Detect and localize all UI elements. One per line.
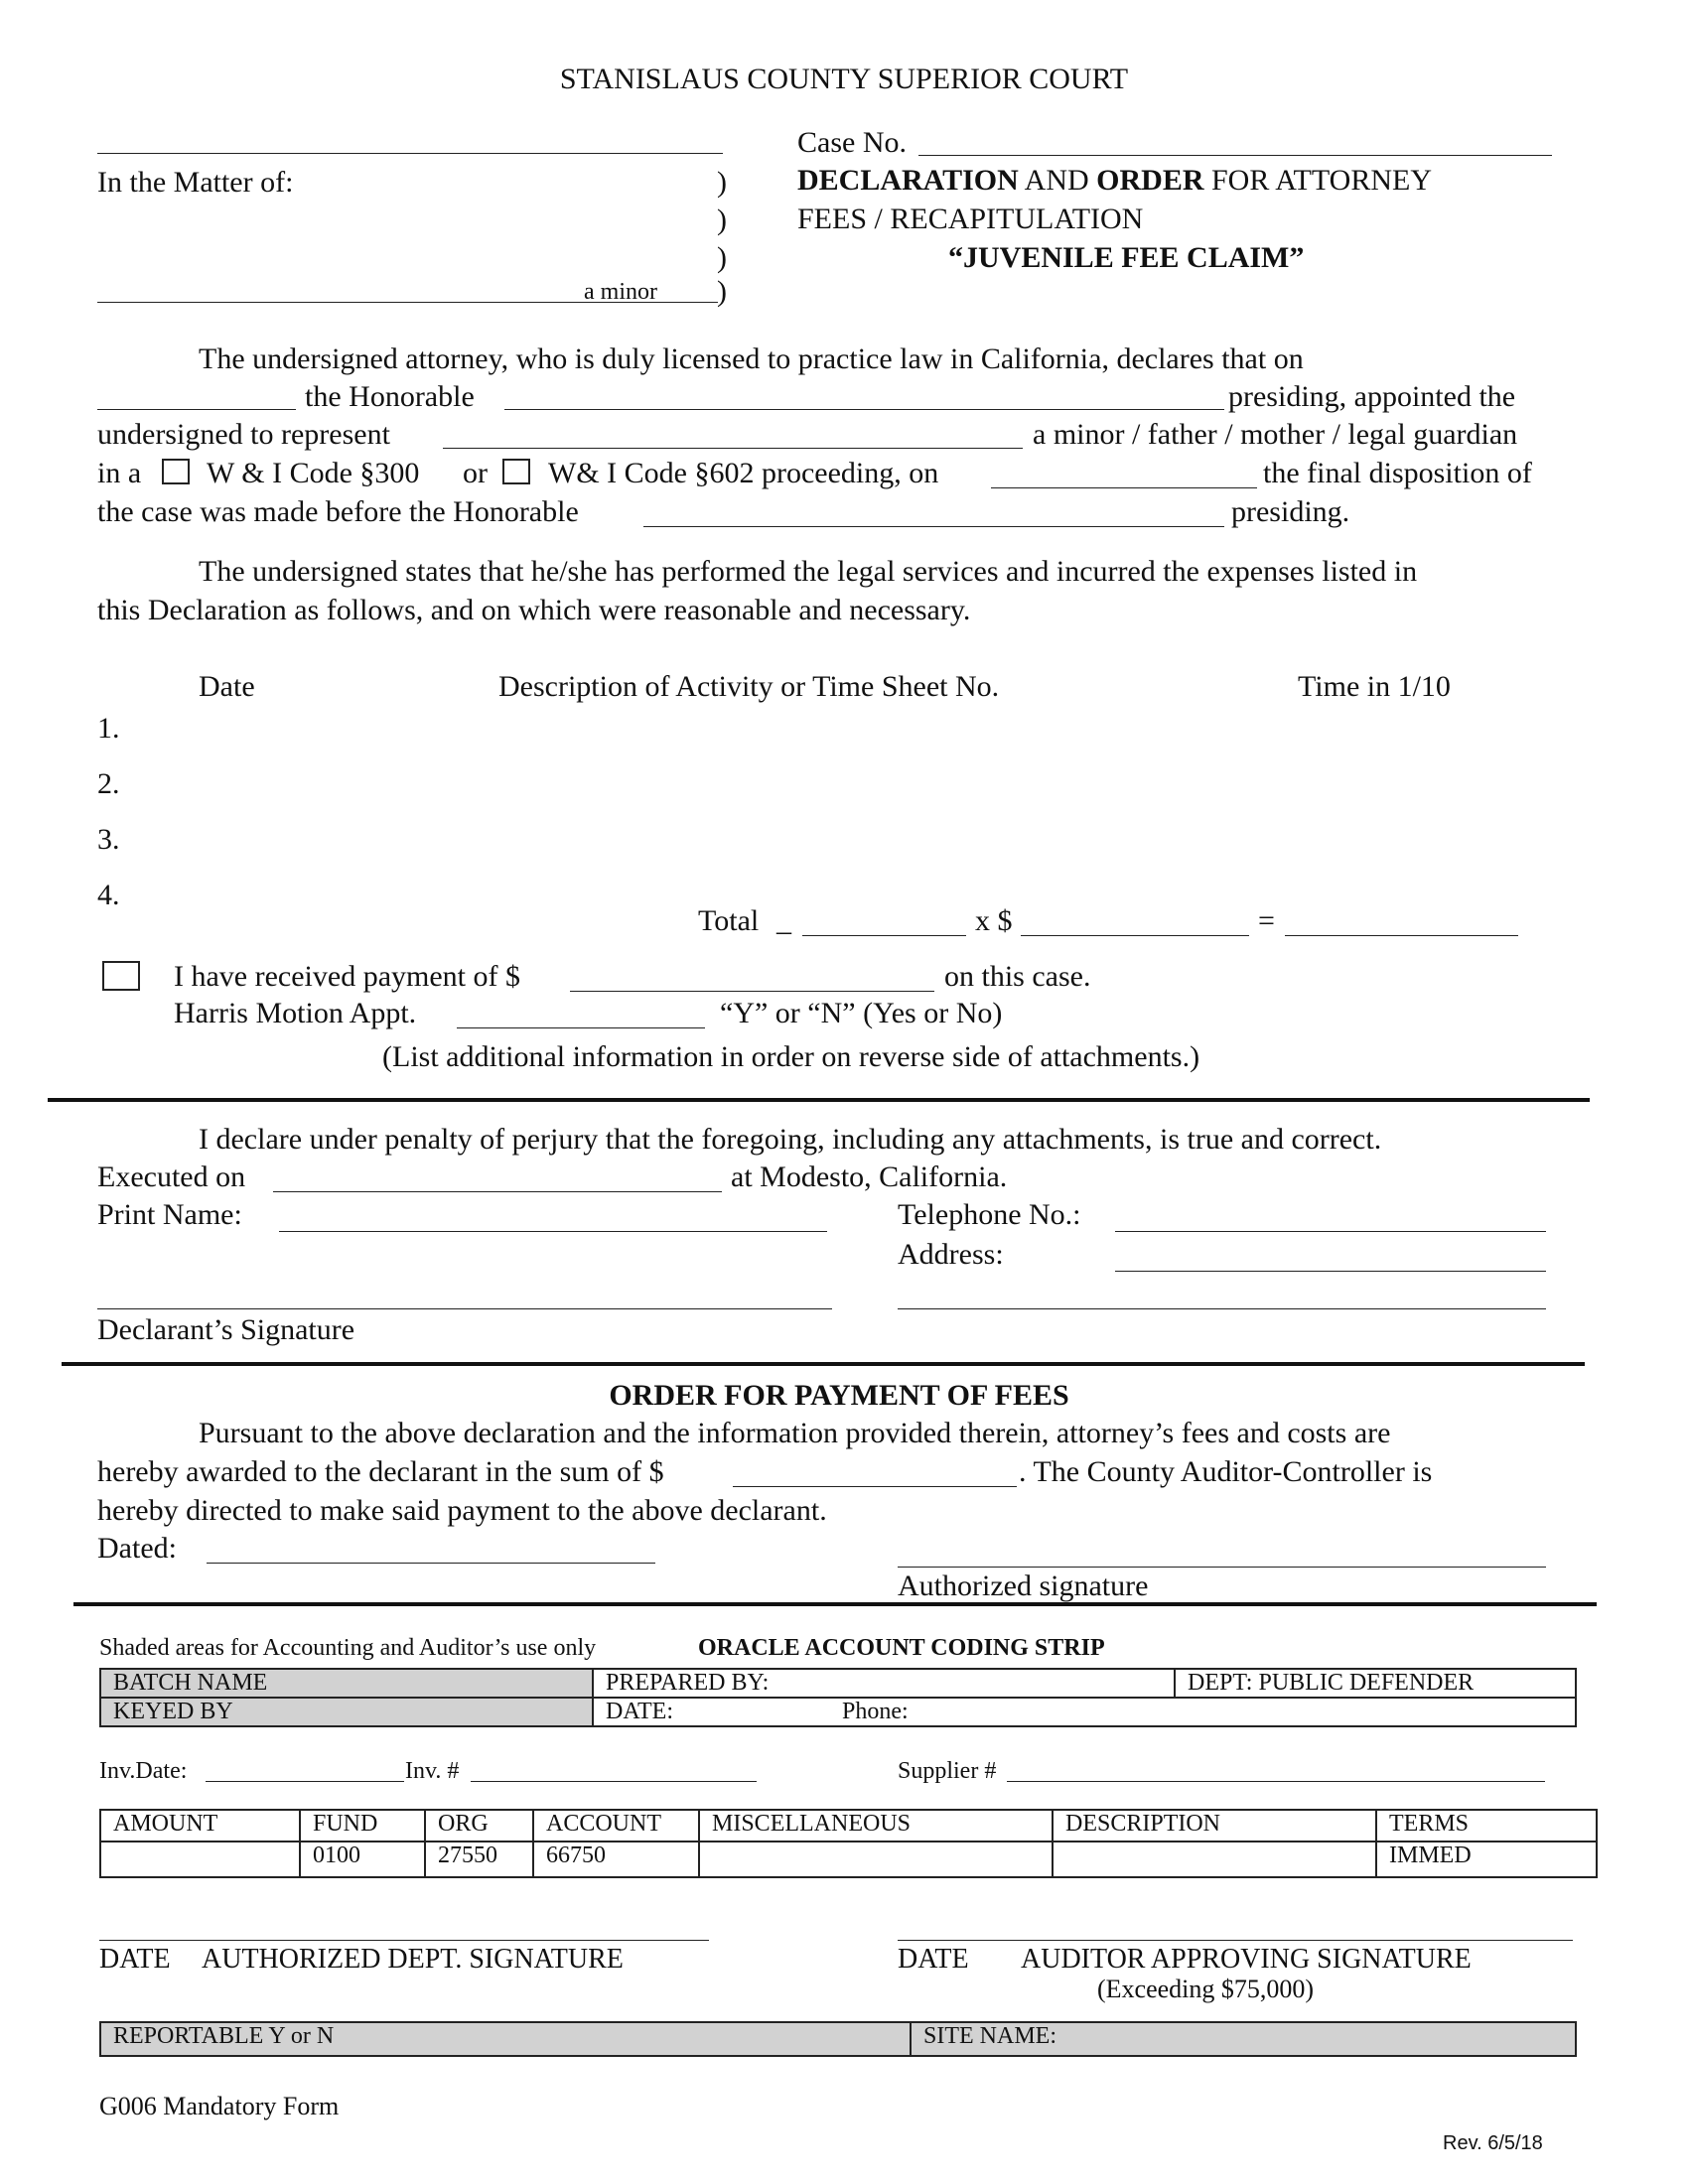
disposition-presiding: presiding. <box>1231 495 1350 528</box>
batch-name-cell[interactable]: BATCH NAME <box>100 1669 593 1698</box>
col-time: Time in 1/10 <box>1298 670 1451 703</box>
represent-name-field[interactable] <box>443 448 1023 449</box>
caption-paren: ) <box>717 275 727 308</box>
inv-no-label: Inv. # <box>405 1758 460 1784</box>
print-name-field[interactable] <box>279 1231 827 1232</box>
address-label: Address: <box>898 1238 1004 1271</box>
declarant-signature-field[interactable] <box>97 1308 832 1309</box>
dept-signature-label: AUTHORIZED DEPT. SIGNATURE <box>202 1944 624 1975</box>
services-line2: this Declaration as follows, and on which were reasonable and necessary. <box>97 594 971 626</box>
prepared-by-cell[interactable]: PREPARED BY: <box>593 1669 1175 1698</box>
dept-sig-date-label: DATE <box>99 1944 171 1975</box>
execution-location: at Modesto, California. <box>731 1160 1008 1193</box>
telephone-field[interactable] <box>1115 1231 1546 1232</box>
equals-sign: = <box>1258 904 1275 937</box>
appointment-presiding: presiding, appointed the <box>1228 380 1516 413</box>
payment-amount-field[interactable] <box>570 991 934 992</box>
authorized-signature-field[interactable] <box>898 1567 1546 1568</box>
reportable-cell[interactable]: REPORTABLE Y or N <box>100 2022 911 2056</box>
coding-strip-title: ORACLE ACCOUNT CODING STRIP <box>698 1635 1105 1661</box>
description-value[interactable] <box>1053 1842 1376 1877</box>
terms-header: TERMS <box>1376 1810 1597 1842</box>
times-rate-label: x $ <box>975 904 1013 937</box>
case-no-field[interactable] <box>918 155 1552 156</box>
keyed-by-cell[interactable]: KEYED BY <box>100 1698 593 1726</box>
terms-value: IMMED <box>1376 1842 1597 1877</box>
section-divider <box>73 1602 1597 1606</box>
court-title: STANISLAUS COUNTY SUPERIOR COURT <box>559 63 1129 95</box>
auditor-controller: . The County Auditor-Controller is <box>1019 1455 1433 1488</box>
wi-300-label: W & I Code §300 <box>207 457 420 489</box>
supplier-field[interactable] <box>1007 1781 1545 1782</box>
dept-signature-field[interactable] <box>99 1940 709 1941</box>
reportable-table <box>99 2021 1577 2057</box>
address-field-1[interactable] <box>1115 1271 1546 1272</box>
harris-label: Harris Motion Appt. <box>174 997 417 1029</box>
services-line1: The undersigned states that he/she has performed the legal services and incurred the expenses listed in <box>199 555 1418 588</box>
declarant-signature-label: Declarant’s Signature <box>97 1313 355 1346</box>
caption-paren: ) <box>717 166 727 199</box>
rate-field[interactable] <box>1021 935 1249 936</box>
inv-no-field[interactable] <box>471 1781 757 1782</box>
auditor-signature-field[interactable] <box>898 1940 1573 1941</box>
payment-received-label: I have received payment of $ <box>174 960 520 993</box>
party-role: a minor / father / mother / legal guardian <box>1033 418 1518 451</box>
phone-label: Phone: <box>842 1699 909 1724</box>
case-no-label: Case No. <box>797 126 907 159</box>
disposition-honorable: the case was made before the Honorable <box>97 495 579 528</box>
supplier-label: Supplier # <box>898 1758 997 1784</box>
appointment-honorable: the Honorable <box>305 380 475 413</box>
amount-header: AMOUNT <box>100 1810 300 1842</box>
description-header: DESCRIPTION <box>1053 1810 1376 1842</box>
additional-info-note: (List additional information in order on reverse side of attachments.) <box>382 1040 1200 1073</box>
total-amount-field[interactable] <box>1285 935 1518 936</box>
wi-602-label: W& I Code §602 proceeding, on <box>548 457 939 489</box>
revision-date: Rev. 6/5/18 <box>1443 2132 1543 2154</box>
site-name-cell[interactable]: SITE NAME: <box>911 2022 1576 2056</box>
telephone-label: Telephone No.: <box>898 1198 1081 1231</box>
executed-on-label: Executed on <box>97 1160 246 1193</box>
fund-value: 0100 <box>300 1842 425 1877</box>
on-this-case: on this case. <box>944 960 1091 993</box>
perjury-statement: I declare under penalty of perjury that the foregoing, including any attachments, is true and correct. <box>199 1123 1382 1156</box>
form-number: G006 Mandatory Form <box>99 2092 340 2120</box>
caption-paren: ) <box>717 204 727 236</box>
dept-cell: DEPT: PUBLIC DEFENDER <box>1175 1669 1576 1698</box>
order-line1: Pursuant to the above declaration and the information provided therein, attorney’s fees and costs are <box>199 1417 1391 1449</box>
inv-date-label: Inv.Date: <box>99 1758 188 1784</box>
matter-blank-top[interactable] <box>97 153 723 154</box>
title-order: ORDER <box>1096 164 1204 197</box>
caption-paren: ) <box>717 241 727 274</box>
order-award-label: hereby awarded to the declarant in the sum of $ <box>97 1455 664 1488</box>
coding-date-label: DATE: <box>606 1699 673 1724</box>
activity-row-number: 1. <box>97 712 120 745</box>
section-divider <box>48 1098 1590 1102</box>
proceeding-date-field[interactable] <box>991 487 1257 488</box>
auditor-sig-date-label: DATE <box>898 1944 969 1975</box>
form-title-line2: FEES / RECAPITULATION <box>797 203 1144 235</box>
amount-value[interactable] <box>100 1842 300 1877</box>
col-date: Date <box>199 670 255 703</box>
wi-602-checkbox[interactable] <box>502 459 530 484</box>
org-header: ORG <box>425 1810 533 1842</box>
account-header: ACCOUNT <box>533 1810 699 1842</box>
date-phone-cell[interactable] <box>593 1698 1576 1726</box>
title-and: AND <box>1018 164 1097 197</box>
final-disposition-label: the final disposition of <box>1263 457 1532 489</box>
misc-header: MISCELLANEOUS <box>699 1810 1053 1842</box>
batch-table <box>99 1668 1577 1727</box>
total-label: Total <box>698 904 760 937</box>
appointment-line1: The undersigned attorney, who is duly licensed to practice law in California, declares that on <box>199 342 1304 375</box>
appointing-judge-field[interactable] <box>504 409 1224 410</box>
award-amount-field[interactable] <box>733 1486 1017 1487</box>
wi-300-checkbox[interactable] <box>162 459 190 484</box>
title-rest: FOR ATTORNEY <box>1203 164 1432 197</box>
title-declaration: DECLARATION <box>797 164 1019 197</box>
section-divider <box>62 1362 1585 1366</box>
fund-header: FUND <box>300 1810 425 1842</box>
total-underscore: _ <box>776 904 791 937</box>
executed-date-field[interactable] <box>273 1191 722 1192</box>
harris-yn: “Y” or “N” (Yes or No) <box>720 997 1003 1029</box>
undersigned-label: undersigned to represent <box>97 418 390 451</box>
minor-label: a minor <box>584 279 657 305</box>
appointment-date-field[interactable] <box>97 409 296 410</box>
misc-value[interactable] <box>699 1842 1053 1877</box>
form-title-line3: “JUVENILE FEE CLAIM” <box>948 241 1305 274</box>
or-label: or <box>463 457 488 489</box>
form-title-line1 <box>797 163 1432 199</box>
in-a-label: in a <box>97 457 142 489</box>
account-value: 66750 <box>533 1842 699 1877</box>
total-time-field[interactable] <box>802 935 966 936</box>
auditor-signature-label: AUDITOR APPROVING SIGNATURE <box>1021 1944 1472 1975</box>
payment-received-checkbox[interactable] <box>102 961 140 991</box>
activity-row-number: 3. <box>97 823 120 856</box>
order-line3: hereby directed to make said payment to the above declarant. <box>97 1494 827 1527</box>
dated-label: Dated: <box>97 1532 177 1565</box>
activity-row-number: 4. <box>97 879 120 911</box>
order-title: ORDER FOR PAYMENT OF FEES <box>609 1379 1069 1412</box>
activity-row-number: 2. <box>97 767 120 800</box>
col-description: Description of Activity or Time Sheet No. <box>498 670 1000 703</box>
order-date-field[interactable] <box>207 1563 655 1564</box>
disposition-judge-field[interactable] <box>643 526 1224 527</box>
address-field-2[interactable] <box>898 1308 1546 1309</box>
account-table <box>99 1809 1598 1878</box>
authorized-signature-label: Authorized signature <box>898 1570 1149 1602</box>
shaded-note: Shaded areas for Accounting and Auditor’s use only <box>99 1635 597 1661</box>
harris-field[interactable] <box>457 1027 705 1028</box>
org-value: 27550 <box>425 1842 533 1877</box>
print-name-label: Print Name: <box>97 1198 242 1231</box>
inv-date-field[interactable] <box>206 1781 404 1782</box>
matter-label: In the Matter of: <box>97 166 294 199</box>
auditor-threshold-note: (Exceeding $75,000) <box>1097 1975 1315 2003</box>
